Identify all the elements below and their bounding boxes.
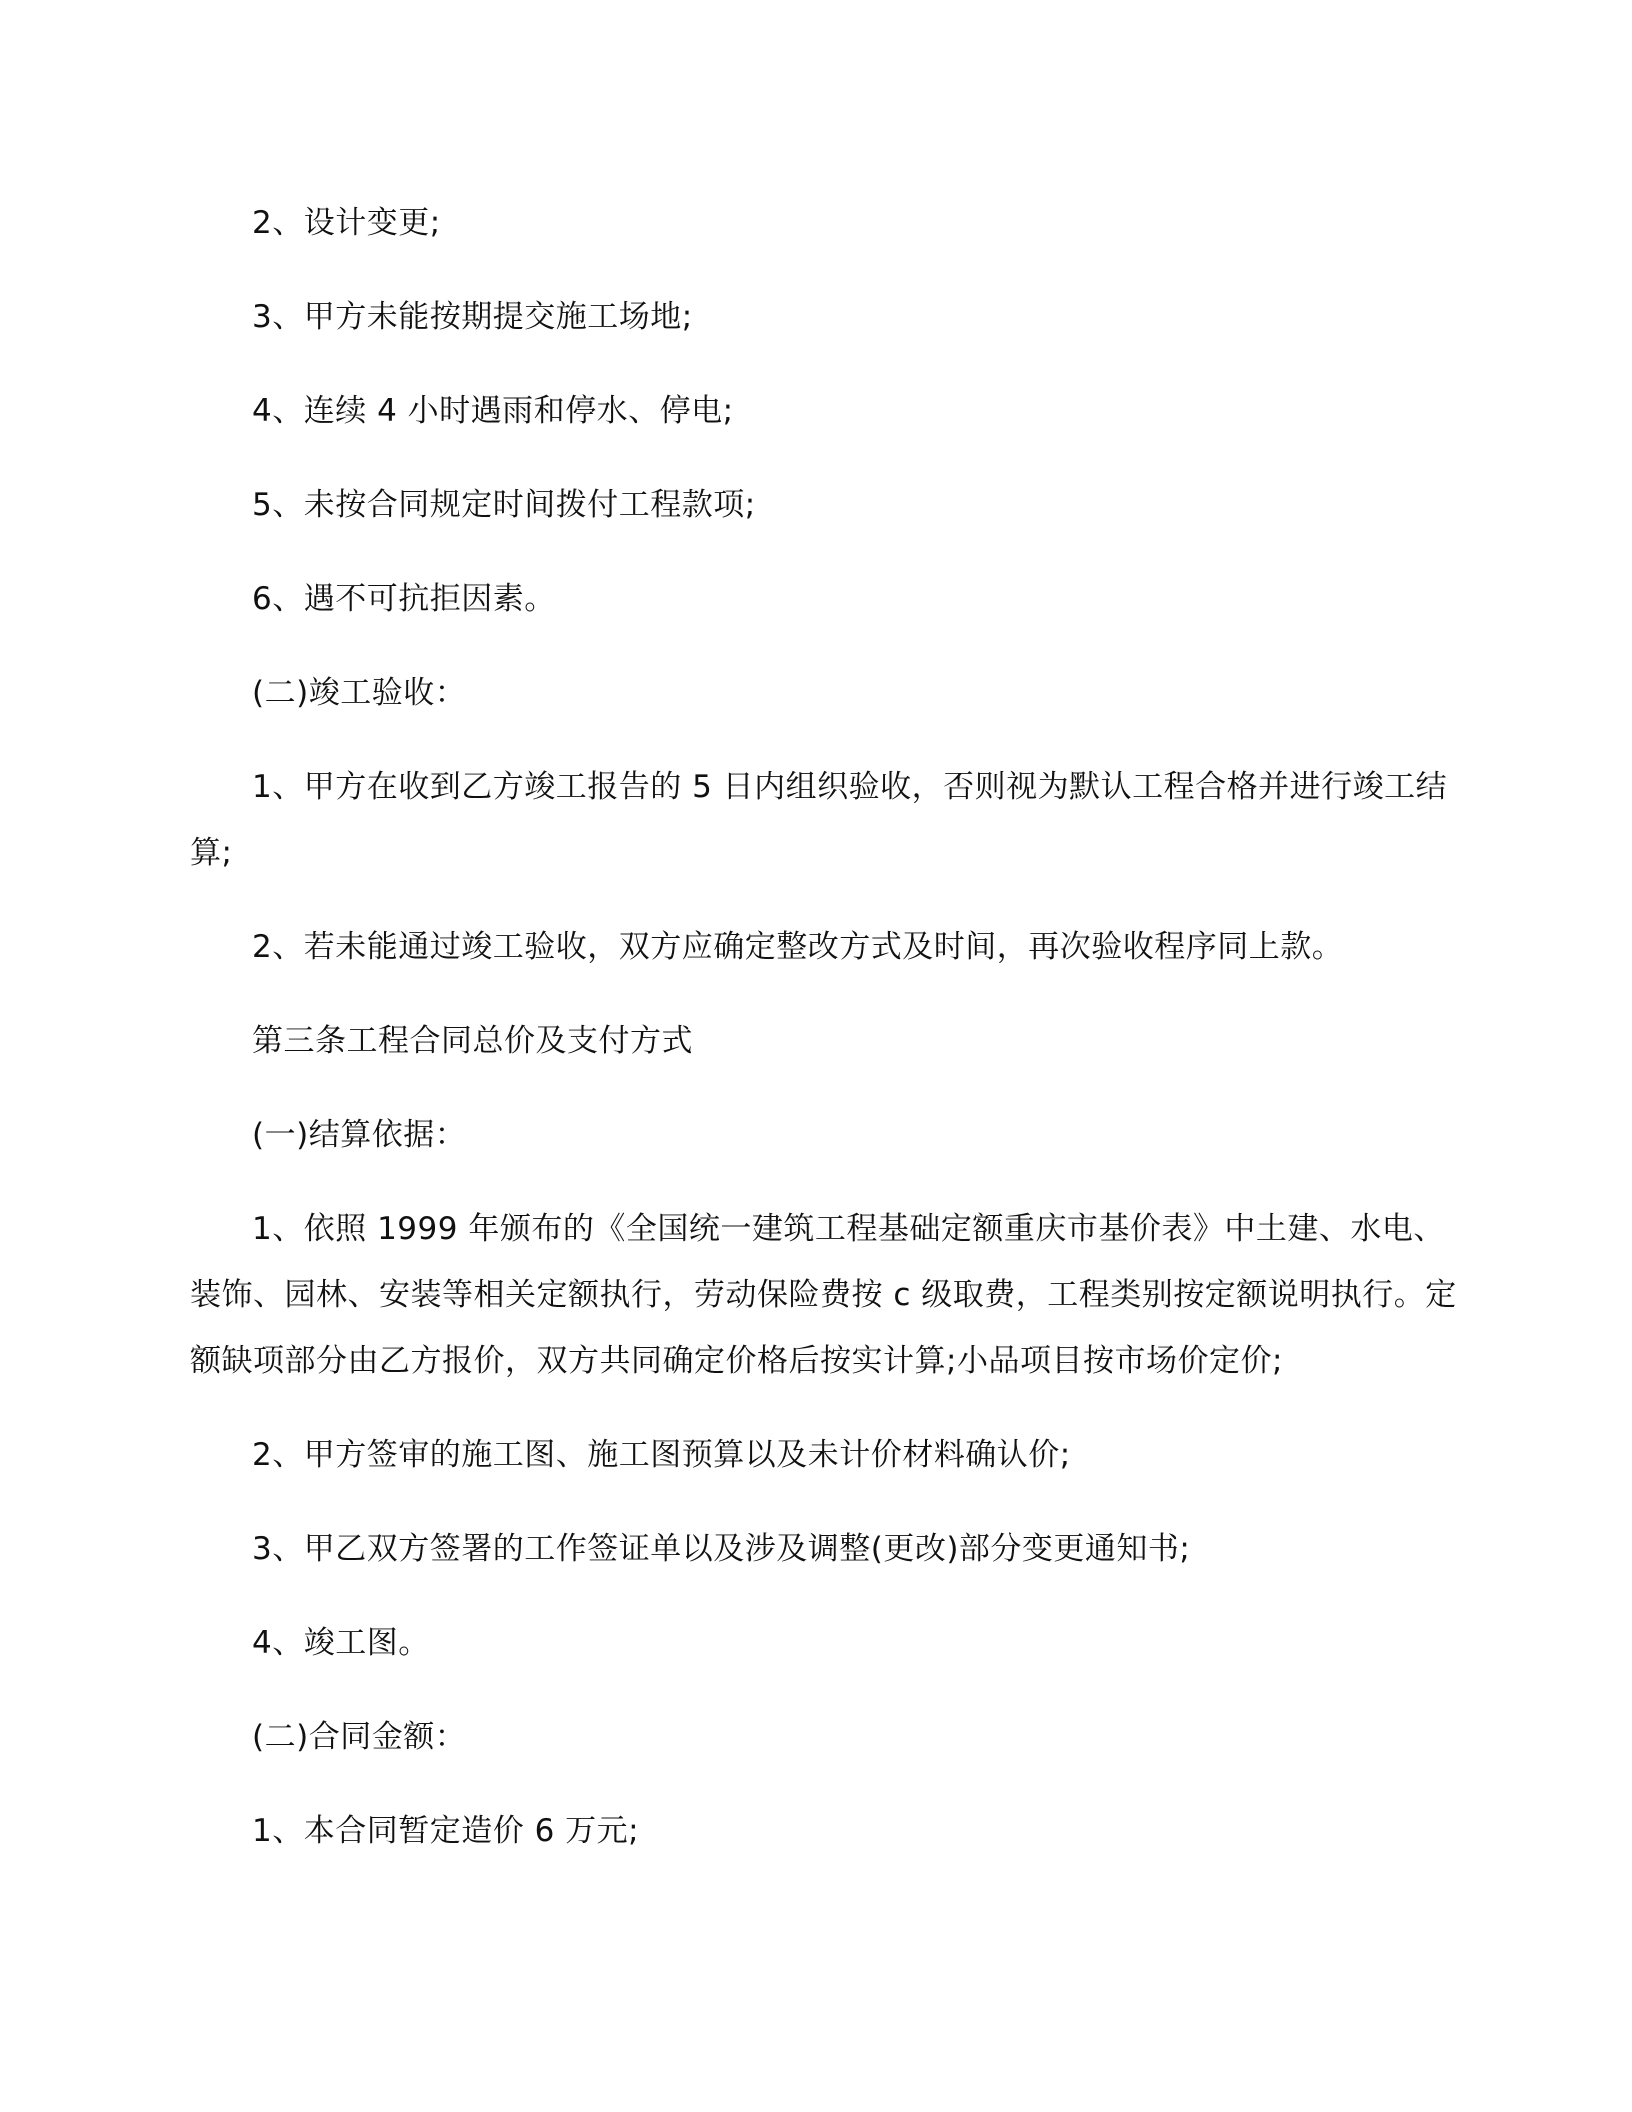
paragraph-rain-outage: 4、连续 4 小时遇雨和停水、停电; [252, 393, 734, 429]
paragraph-basis-1: 1、依照 1999 年颁布的《全国统一建筑工程基础定额重庆市基价表》中土建、水电、装饰、园林、安装等相关定额执行，劳动保险费按 c 级取费，工程类别按定额说明执行。定额缺项部分由乙方报价，双方共同确定价格后按实计算;小品项目按市场价定价; [190, 1211, 1457, 1379]
paragraph-site-delay: 3、甲方未能按期提交施工场地; [252, 299, 693, 335]
section-heading-acceptance: (二)竣工验收： [252, 675, 467, 711]
section-heading-contract-amount: (二)合同金额： [252, 1719, 467, 1755]
paragraph-design-change: 2、设计变更; [252, 205, 441, 241]
paragraph-amount-1: 1、本合同暂定造价 6 万元; [252, 1813, 640, 1849]
article-heading-contract-price: 第三条工程合同总价及支付方式 [252, 1023, 693, 1059]
paragraph-basis-4: 4、竣工图。 [252, 1625, 430, 1661]
paragraph-payment-delay: 5、未按合同规定时间拨付工程款项; [252, 487, 756, 523]
section-heading-settlement-basis: (一)结算依据： [252, 1117, 467, 1153]
document-body [190, 190, 1460, 1864]
paragraph-acceptance-1: 1、甲方在收到乙方竣工报告的 5 日内组织验收，否则视为默认工程合格并进行竣工结算; [190, 769, 1448, 871]
paragraph-basis-2: 2、甲方签审的施工图、施工图预算以及未计价材料确认价; [252, 1437, 1071, 1473]
paragraph-basis-3: 3、甲乙双方签署的工作签证单以及涉及调整(更改)部分变更通知书; [252, 1531, 1191, 1567]
paragraph-acceptance-2: 2、若未能通过竣工验收，双方应确定整改方式及时间，再次验收程序同上款。 [252, 929, 1344, 965]
paragraph-force-majeure: 6、遇不可抗拒因素。 [252, 581, 556, 617]
